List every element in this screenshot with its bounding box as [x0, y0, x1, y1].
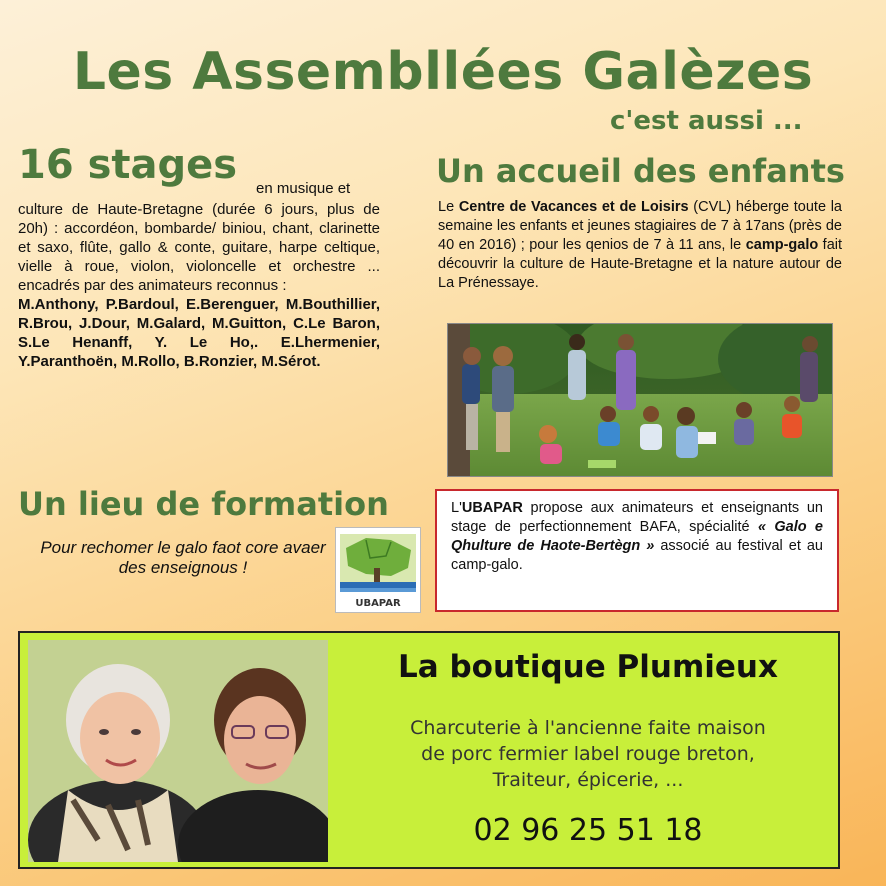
ubapar-logo-graphic [336, 528, 420, 612]
page-title: Les Assembllées Galèzes [72, 42, 814, 102]
accueil-text-1: Le [438, 199, 459, 215]
ubapar-info-box [435, 489, 839, 612]
stages-description [18, 200, 380, 371]
boutique-description [338, 715, 838, 793]
boutique-title: La boutique Plumieux [398, 649, 778, 685]
lieu-text: Pour rechomer le galo faot core avaer des enseignous ! [40, 538, 326, 577]
ubapar-logo-text: UBAPAR [355, 598, 401, 609]
stages-teachers: M.Anthony, P.Bardoul, E.Berenguer, M.Bouthillier, R.Brou, J.Dour, M.Galard, M.Guitton, C.Le Baron, S.Le Henanff, Y. Le Ho,. E.Lhermenier, Y.Paranthoën, M.Rollo, B.Ronzier, M.Sérot. [18, 296, 380, 370]
boutique-phone: 02 96 25 51 18 [473, 813, 703, 848]
children-photo-illustration [448, 324, 832, 476]
ubapar-text [451, 499, 823, 575]
boutique-desc-line-2: de porc fermier label rouge breton, [421, 743, 755, 765]
ubapar-text-3: associé au festival et au camp-galo. [451, 538, 823, 573]
ubapar-text-1: L' [451, 500, 462, 516]
accueil-text-2: (CVL) héberge toute la semaine les enfants et jeunes stagiaires de 7 à 17ans (près de 40 en 2016) ; pour les qenios de 7 à 11 ans, le [438, 199, 842, 253]
stages-text: culture de Haute-Bretagne (durée 6 jours, plus de 20h) : accordéon, bombarde/ biniou, chant, clarinette et saxo, flûte, gallo & conte, guitare, harpe celtique, vielle à roue, violon, violoncelle et orchestre ... encadrés par des animateurs reconnus : [18, 201, 380, 294]
boutique-photo [28, 640, 328, 862]
boutique-desc-line-3: Traiteur, épicerie, ... [492, 769, 684, 791]
lieu-heading: Un lieu de formation [18, 485, 389, 523]
accueil-text-3: fait découvrir la culture de Haute-Bretagne et la nature autour de La Prénessaye. [438, 237, 843, 291]
boutique-photo-illustration [28, 640, 328, 862]
boutique-ad [18, 631, 840, 869]
stages-heading: 16 stages [18, 142, 238, 188]
accueil-cvl: Centre de Vacances et de Loisirs [458, 199, 689, 215]
ubapar-logo [335, 527, 421, 613]
ubapar-speciality: « Galo e Qhulture de Haote-Bertègn » [451, 519, 823, 554]
stages-text-first-line: en musique et [256, 180, 351, 197]
accueil-heading: Un accueil des enfants [436, 152, 845, 190]
ubapar-text-2: propose aux animateurs et enseignants un stage de perfectionnement BAFA, spécialité [451, 500, 823, 535]
accueil-description [438, 198, 842, 293]
page-subtitle: c'est aussi ... [610, 106, 803, 136]
ubapar-name: UBAPAR [461, 500, 523, 516]
accueil-camp-galo: camp-galo [745, 237, 819, 253]
children-photo [447, 323, 833, 477]
boutique-desc-line-1: Charcuterie à l'ancienne faite maison [410, 717, 766, 739]
